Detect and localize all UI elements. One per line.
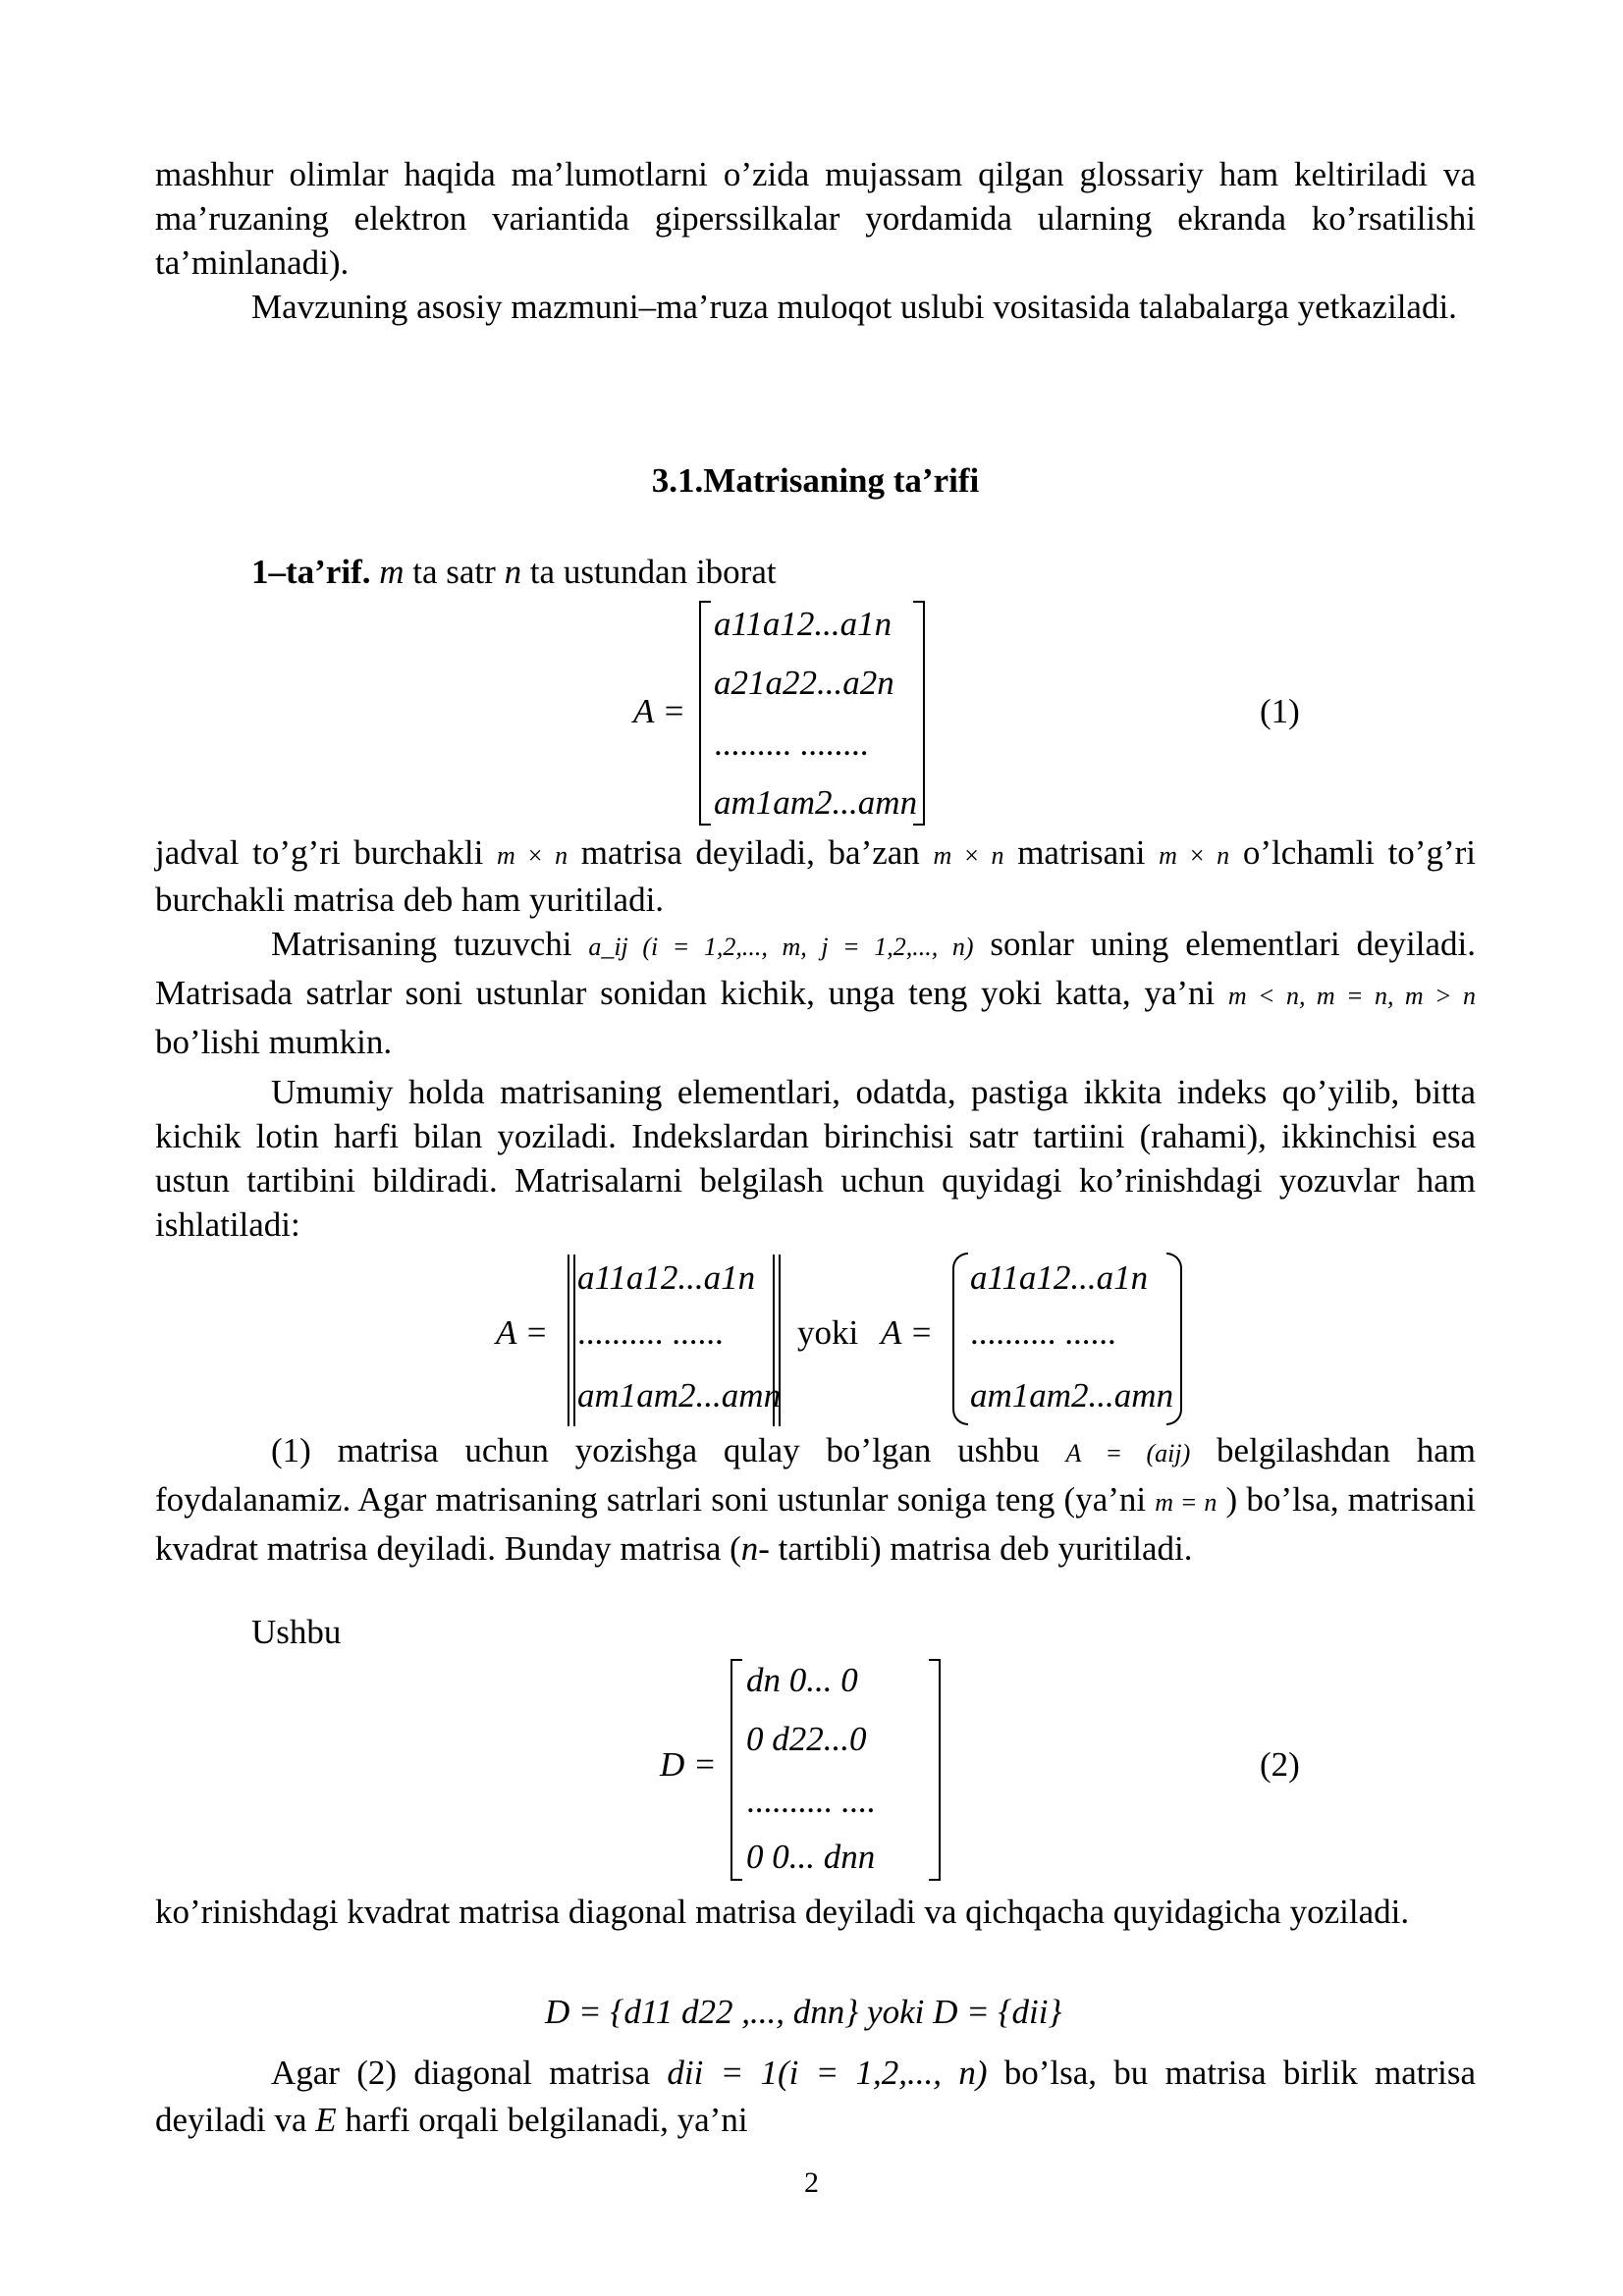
var-n-order: n	[740, 1529, 759, 1568]
paragraph-square-matrix	[155, 1427, 1476, 1572]
formula-m-n-relations: m < n, m = n, m > n	[1227, 982, 1476, 1010]
matrix1-row-4: am1am2...amn	[714, 783, 918, 822]
p6-text-a: (1) matrisa uchun yozishga qulay bo’lgan ushbu	[271, 1431, 1066, 1469]
equation-number-1: (1)	[1260, 692, 1300, 730]
matrix2b-row-3: am1am2...amn	[970, 1376, 1174, 1415]
p10-text-c: harfi orqali belgilanadi, ya’ni	[336, 2101, 748, 2139]
p4-text-b: sonlar uning elementlari deyiladi. Matrisada satrlar soni ustunlar sonidan kichik, unga teng yoki katta, ya’ni	[155, 925, 1476, 1012]
matrix2b-row-2: .......... ......	[970, 1313, 1116, 1352]
p4-text-a: Matrisaning tuzuvchi	[271, 925, 589, 963]
paragraph-ushbu: Ushbu	[251, 1613, 342, 1651]
paragraph-elements	[155, 921, 1476, 1065]
matrix1-row-1: a11a12...a1n	[714, 605, 893, 643]
p3-text-c: matrisani	[1003, 833, 1160, 872]
p10-text-a: Agar (2) diagonal matrisa	[271, 2054, 668, 2092]
matrix3-row-2: 0 d22...0	[746, 1720, 867, 1758]
p3-text-a: jadval to’g’ri burchakli	[155, 833, 498, 872]
paragraph-glossary: mashhur olimlar haqida ma’lumotlarni o’zida mujassam qilgan glossariy ham keltiriladi va ma’ruzaning elektron variantida giperssilkalar yordamida ularning ekranda ko’rsatilishi ta’minlanadi).	[155, 155, 1476, 282]
p6-text-d: - tartibli) matrisa deb yuritiladi.	[758, 1529, 1193, 1568]
p3-text-d: o’lchamli to’g’ri burchakli matrisa deb ham yuritiladi.	[155, 833, 1476, 919]
matrix1-right-bracket	[913, 601, 925, 826]
paragraph-rectangular-matrix	[155, 830, 1476, 922]
matrix2b-row-1: a11a12...a1n	[970, 1258, 1149, 1297]
matrix2-row-2: .......... ......	[577, 1313, 724, 1352]
matrix2-row-1: a11a12...a1n	[577, 1258, 756, 1297]
matrix1-lhs: A =	[633, 692, 686, 730]
matrix1-row-3: ......... ........	[714, 724, 869, 763]
var-e: E	[315, 2101, 337, 2139]
matrix1-row-2: a21a22...a2n	[714, 664, 894, 702]
definition-text-1: ta satr	[404, 553, 505, 591]
var-n: n	[504, 553, 522, 591]
matrix2-left-bar-2	[573, 1255, 575, 1426]
matrix3-row-1: dn 0... 0	[746, 1661, 858, 1699]
section-heading: 3.1.Matrisaning ta’rifi	[651, 461, 980, 500]
p6-text-c: ) bo’lsa, matrisani kvadrat matrisa deyiladi. Bunday matrisa (	[155, 1480, 1476, 1568]
formula-a-aij: A = (aij)	[1065, 1439, 1191, 1468]
matrix2-row-3: am1am2...amn	[577, 1376, 782, 1415]
matrix1-left-bracket	[699, 601, 711, 826]
matrix2-left-paren	[952, 1253, 968, 1425]
dimension-mxn-2: m × n	[933, 841, 1004, 870]
matrix2-right-bar-2	[779, 1255, 781, 1426]
dimension-mxn-3: m × n	[1159, 841, 1230, 870]
matrix2-lhs: A =	[496, 1313, 549, 1352]
dimension-mxn-1: m × n	[497, 841, 568, 870]
formula-aij-range: a_ij (i = 1,2,..., m, j = 1,2,..., n)	[588, 933, 974, 961]
formula-diagonal-notation: D = {d11 d22 ,..., dnn} yoki D = {dii}	[545, 1993, 1062, 2031]
paragraph-notation: Umumiy holda matrisaning elementlari, odatda, pastiga ikkita indeks qo’yilib, bitta kichik lotin harfi bilan yoziladi. Indekslardan birinchisi satr tartiini (rahami), ikkinchisi esa ustun tartibini bildiradi. Matrisalarni belgilash uchun quyidagi ko’rinishdagi yozuvlar ham ishlatiladi:	[155, 1073, 1476, 1244]
definition-text-2: ta ustundan iborat	[521, 553, 777, 591]
paragraph-content-summary: Mavzuning asosiy mazmuni–ma’ruza muloqot uslubi vositasida talabalarga yetkaziladi.	[251, 288, 1457, 326]
formula-m-equals-n: m = n	[1155, 1488, 1217, 1517]
matrix3-right-bracket	[929, 1659, 941, 1881]
p10-text-b: bo’lsa, bu matrisa birlik matrisa deyiladi va	[155, 2054, 1476, 2139]
matrix2-left-bar-1	[568, 1255, 569, 1426]
definition-label: 1–ta’rif.	[251, 553, 371, 591]
paragraph-diagonal-matrix: ko’rinishdagi kvadrat matrisa diagonal matrisa deyiladi va qichqacha quyidagicha yoziladi.	[155, 1893, 1410, 1931]
matrix2-lhs-2: A =	[881, 1313, 934, 1352]
matrix2-right-bar-1	[773, 1255, 775, 1426]
formula-dii-equals-1: dii = 1(i = 1,2,..., n)	[667, 2054, 988, 2092]
p4-text-c: bo’lishi mumkin.	[155, 1023, 393, 1061]
matrix2-yoki: yoki	[797, 1313, 859, 1352]
matrix3-lhs: D =	[660, 1745, 717, 1784]
p6-text-b: belgilashdan ham foydalanamiz. Agar matrisaning satrlari soni ustunlar soniga teng (ya’ni	[155, 1431, 1476, 1519]
matrix3-row-4: 0 0... dnn	[746, 1838, 876, 1876]
var-m: m	[379, 553, 405, 591]
equation-number-2: (2)	[1260, 1745, 1300, 1784]
definition-line	[155, 550, 1476, 594]
matrix3-row-3: .......... ....	[746, 1782, 876, 1820]
p3-text-b: matrisa deyiladi, ba’zan	[568, 833, 934, 872]
matrix3-left-bracket	[730, 1659, 742, 1881]
matrix2-right-paren	[1166, 1253, 1182, 1425]
page-number: 2	[804, 2166, 819, 2199]
paragraph-identity-matrix	[155, 2050, 1476, 2144]
